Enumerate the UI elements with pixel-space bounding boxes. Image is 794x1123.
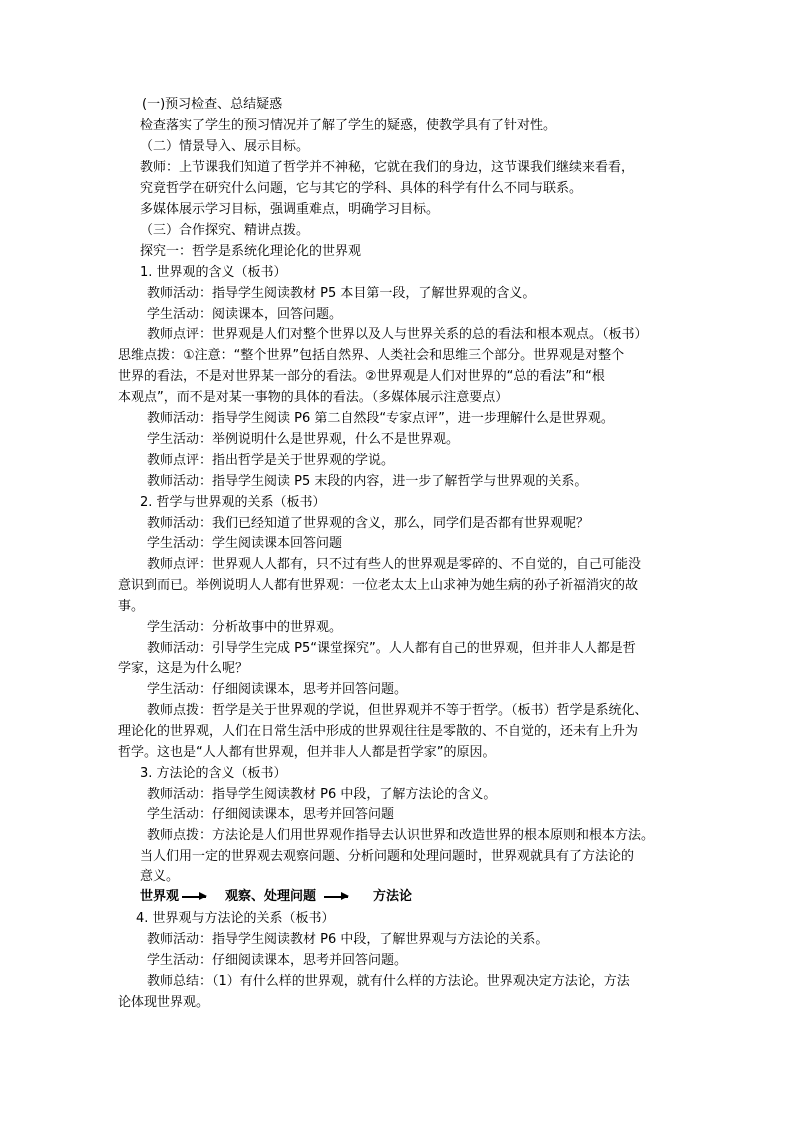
paragraph-line: 教师活动：指导学生阅读 P6 第二自然段“专家点评”，进一步理解什么是世界观。 bbox=[147, 411, 614, 426]
paragraph-line: 究竟哲学在研究什么问题，它与其它的学科、具体的科学有什么不同与联系。 bbox=[140, 181, 583, 196]
paragraph-line: 思维点拨：①注意：“整个世界”包括自然界、人类社会和思维三个部分。世界观是对整个 bbox=[118, 348, 625, 363]
paragraph-line: 理论化的世界观，人们在日常生活中形成的世界观往往是零散的、不自觉的，还未有上升为 bbox=[118, 724, 639, 739]
numbered-heading: 4. 世界观与方法论的关系（板书） bbox=[136, 911, 335, 926]
flow-methodology-label: 方法论 bbox=[373, 889, 413, 904]
numbered-heading: 3. 方法论的含义（板书） bbox=[140, 766, 287, 781]
paragraph-line: 学生活动：仔细阅读课本，思考并回答问题 bbox=[147, 807, 395, 822]
subsection-heading: 探究一：哲学是系统化理论化的世界观 bbox=[140, 244, 362, 259]
paragraph-line: 教师活动：我们已经知道了世界观的含义，那么，同学们是否都有世界观呢？ bbox=[147, 516, 590, 531]
paragraph-line: 意义。 bbox=[140, 869, 180, 884]
paragraph-line: 本观点”，而不是对某一事物的具体的看法。（多媒体展示注意要点） bbox=[118, 390, 509, 405]
paragraph-line: 教师点拨：哲学是关于世界观的学说，但世界观并不等于哲学。（板书）哲学是系统化、 bbox=[147, 703, 648, 718]
paragraph-line: 事。 bbox=[118, 599, 145, 614]
section-heading: （三）合作探究、精讲点拨。 bbox=[140, 223, 310, 238]
paragraph-line: 当人们用一定的世界观去观察问题、分析问题和处理问题时，世界观就具有了方法论的 bbox=[140, 849, 635, 864]
section-heading: (一)预习检查、总结疑惑 bbox=[142, 97, 283, 112]
paragraph-line: 教师点评：世界观是人们对整个世界以及人与世界关系的总的看法和根本观点。（板书） bbox=[147, 327, 648, 342]
paragraph-line: 教师活动：指导学生阅读 P5 末段的内容，进一步了解哲学与世界观的关系。 bbox=[147, 474, 588, 489]
paragraph-line: 教师：上节课我们知道了哲学并不神秘，它就在我们的身边，这节课我们继续来看看， bbox=[140, 160, 635, 175]
paragraph-line: 学生活动：仔细阅读课本，思考并回答问题。 bbox=[147, 682, 408, 697]
paragraph-line: 学生活动：仔细阅读课本，思考并回答问题。 bbox=[147, 953, 408, 968]
paragraph-line: 教师活动：指导学生阅读教材 P5 本目第一段，了解世界观的含义。 bbox=[147, 286, 536, 301]
paragraph-line: 论体现世界观。 bbox=[118, 995, 210, 1010]
section-heading: （二）情景导入、展示目标。 bbox=[140, 139, 310, 154]
flow-middle-label: 观察、处理问题 bbox=[225, 889, 317, 904]
paragraph-line: 学家，这是为什么呢？ bbox=[118, 661, 249, 676]
paragraph-line: 检查落实了学生的预习情况并了解了学生的疑惑，使教学具有了针对性。 bbox=[140, 118, 557, 133]
paragraph-line: 教师活动：引导学生完成 P5“课堂探究”。人人都有自己的世界观，但并非人人都是哲 bbox=[147, 641, 636, 656]
paragraph-line: 教师点评：世界观人人都有，只不过有些人的世界观是零碎的、不自觉的，自己可能没 bbox=[147, 557, 642, 572]
paragraph-line: 教师点拨：方法论是人们用世界观作指导去认识世界和改造世界的根本原则和根本方法。 bbox=[147, 828, 655, 843]
paragraph-line: 学生活动：分析故事中的世界观。 bbox=[147, 620, 343, 635]
paragraph-line: 意识到而已。举例说明人人都有世界观：一位老太太上山求神为她生病的孙子祈福消灾的故 bbox=[118, 578, 639, 593]
paragraph-line: 学生活动：学生阅读课本回答问题 bbox=[147, 536, 343, 551]
paragraph-line: 哲学。这也是“人人都有世界观，但并非人人都是哲学家”的原因。 bbox=[118, 745, 496, 760]
paragraph-line: 教师活动：指导学生阅读教材 P6 中段，了解世界观与方法论的关系。 bbox=[147, 932, 549, 947]
flow-worldview-label: 世界观 bbox=[140, 889, 180, 904]
paragraph-line: 世界的看法，不是对世界某一部分的看法。②世界观是人们对世界的“总的看法”和“根 bbox=[118, 369, 605, 384]
paragraph-line: 教师总结：（1）有什么样的世界观，就有什么样的方法论。世界观决定方法论，方法 bbox=[147, 974, 630, 989]
numbered-heading: 1. 世界观的含义（板书） bbox=[140, 265, 287, 280]
paragraph-line: 教师活动：指导学生阅读教材 P6 中段，了解方法论的含义。 bbox=[147, 787, 497, 802]
paragraph-line: 学生活动：举例说明什么是世界观，什么不是世界观。 bbox=[147, 432, 460, 447]
flow-arrow-icon bbox=[324, 896, 348, 898]
paragraph-line: 多媒体展示学习目标，强调重难点，明确学习目标。 bbox=[140, 202, 440, 217]
flow-arrow-icon bbox=[182, 896, 206, 898]
paragraph-line: 教师点评：指出哲学是关于世界观的学说。 bbox=[147, 453, 395, 468]
numbered-heading: 2. 哲学与世界观的关系（板书） bbox=[140, 495, 326, 510]
paragraph-line: 学生活动：阅读课本，回答问题。 bbox=[147, 307, 343, 322]
